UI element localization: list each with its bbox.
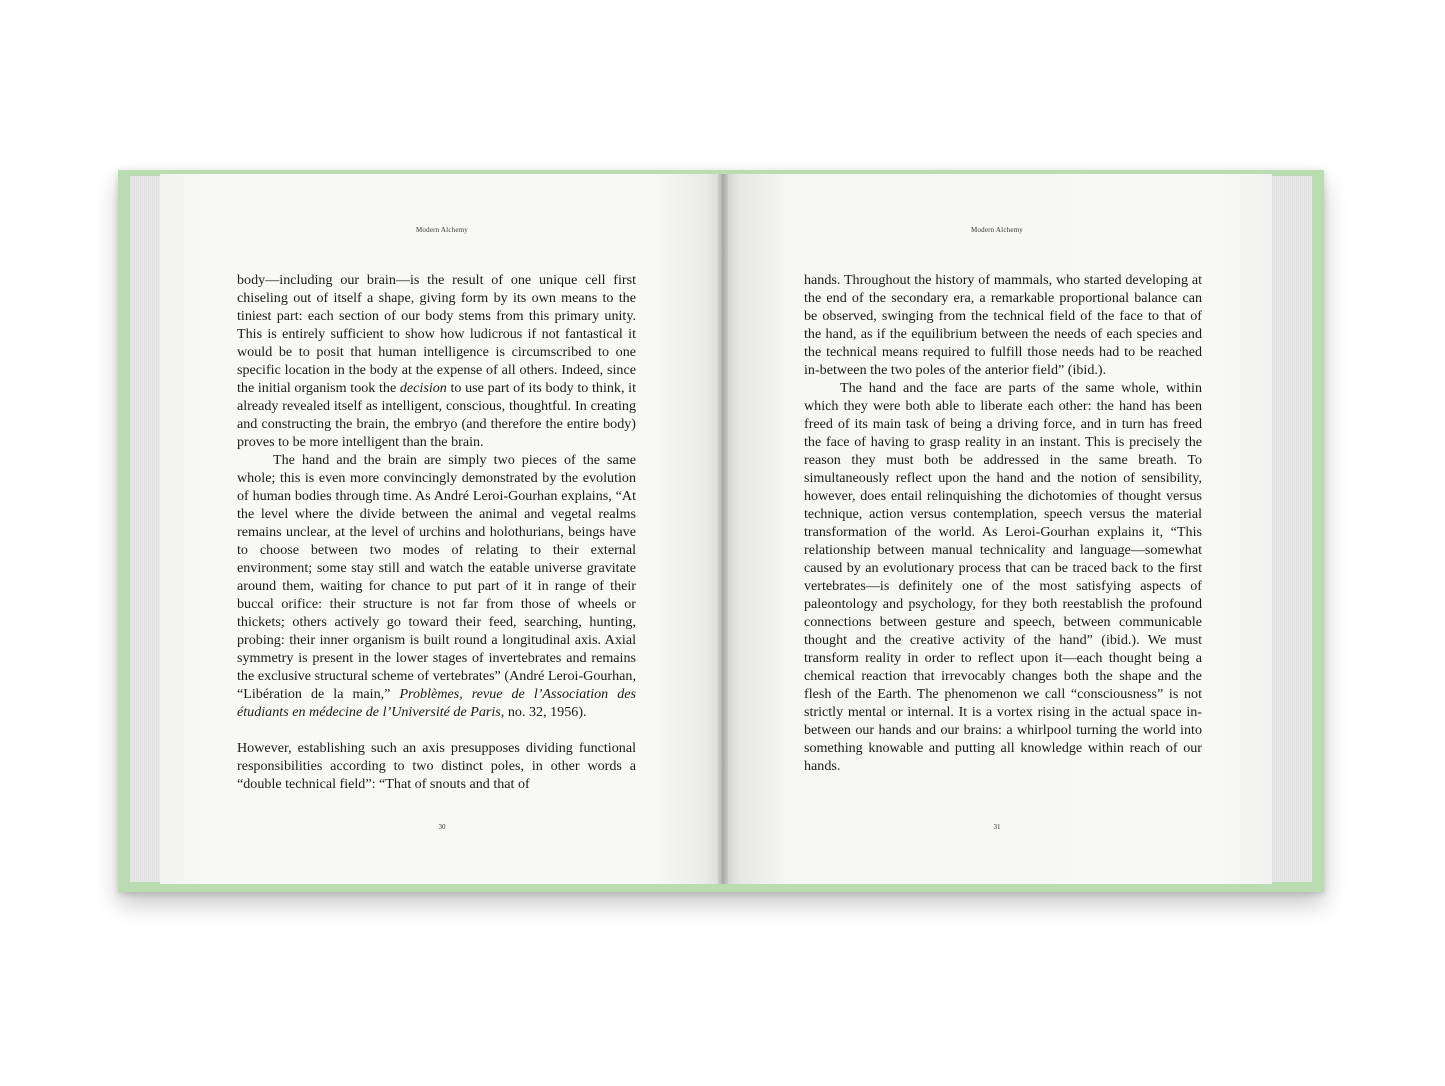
right-page — [722, 174, 1272, 884]
running-head: Modern Alchemy — [416, 226, 468, 234]
page-number: 31 — [993, 823, 1001, 831]
gutter-shadow — [718, 174, 728, 884]
page-block-edge-left — [130, 176, 160, 882]
italic-run: Problèmes, revue de l’Association des étudiants en médecine de l’Université de Paris, — [237, 686, 636, 720]
paragraph: The hand and the face are parts of the same whole, within which they were both able to liberate each other: the hand has been freed of its main task of being a driving force, and in turn has freed the face of having to grasp reality in an instant. This is precisely the reason they must both be addressed in the same breath. To simultaneously reflect upon the hand and the notion of sensibility, however, does entail relinquishing the dichotomies of thought versus technique, action versus contemplation, speech versus the material transformation of the world. As Leroi-Gourhan explains it, “This relationship between manual technicality and language—somewhat caused by an evolutionary process that can be traced back to the first vertebrates—is definitely one of the most satisfying aspects of paleontology and psychology, for they both reestablish the profound connections between gesture and speech, between communicable thought and the creative activity of the hand” (ibid.). We must transform reality in order to reflect upon it—each thought being a chemical reaction that irrevocably changes both the shape and the flesh of the Earth. The phenomenon we call “consciousness” is not strictly mental or internal. It is a vortex rising in the actual space in-between our hands and our brains: a whirlpool turning the world into something knowable and putting all knowledge within reach of our hands. — [804, 380, 1202, 774]
left-page — [160, 174, 724, 884]
paragraph — [237, 739, 636, 793]
paragraph: hands. Throughout the history of mammals, who started developing at the end of the secondary era, a remarkable proportional balance can be observed, swinging from the technical field of the face to that of the hand, as if the equilibrium between the needs of each species and the technical means required to fulfill those needs had to be reached in-between the two poles of the anterior field” (ibid.). — [804, 272, 1202, 378]
running-head: Modern Alchemy — [971, 226, 1023, 234]
text-run: The hand and the brain are simply two pieces of the same whole; this is even more convincingly demonstrated by the evolution of human bodies through time. As André Leroi-Gourhan explains, “At the level where the divide between the animal and vegetal realms remains unclear, at the level of urchins and holothurians, beings have to choose between two modes of relating to their external environment; some stay still and watch the eatable universe gravitate around them, waiting for chance to put part of it in range of their buccal orifice: their structure is not far from those of wheels or thickets; others actively go toward their feed, searching, hunting, probing: their inner organism is built round a longitudinal axis. Axial symmetry is present in the lower stages of invertebrates and remains the exclusive structural scheme of vertebrates” (André Leroi-Gourhan, “Libération de la main,” — [237, 452, 636, 702]
body-text — [237, 271, 636, 793]
text-run: no. 32, 1956). — [504, 704, 587, 720]
open-book — [118, 170, 1324, 892]
text-run: However, establishing such an axis presupposes dividing functional responsibilities according to two distinct poles, in other words a “double technical field”: “That of snouts and that of — [237, 740, 636, 792]
text-run: to use part of its body to think, it already revealed itself as intelligent, conscious, thoughtful. In creating and constructing the brain, the embryo (and therefore the entire body) proves to be more intelligent than the brain. — [237, 380, 636, 450]
text-run: body—including our brain—is the result of one unique cell first chiseling out of itself a shape, giving form by its own means to the tiniest part: each section of our body stems from this primary unity. This is entirely sufficient to show how ludicrous if not fantastical it would be to posit that human intelligence is circumscribed to one specific location in the body at the expense of all others. Indeed, since the initial organism took the — [237, 272, 636, 396]
paragraph — [237, 271, 636, 451]
body-text — [804, 271, 1202, 775]
page-number: 30 — [438, 823, 446, 831]
italic-run: decision — [399, 380, 447, 396]
paragraph — [237, 451, 636, 721]
